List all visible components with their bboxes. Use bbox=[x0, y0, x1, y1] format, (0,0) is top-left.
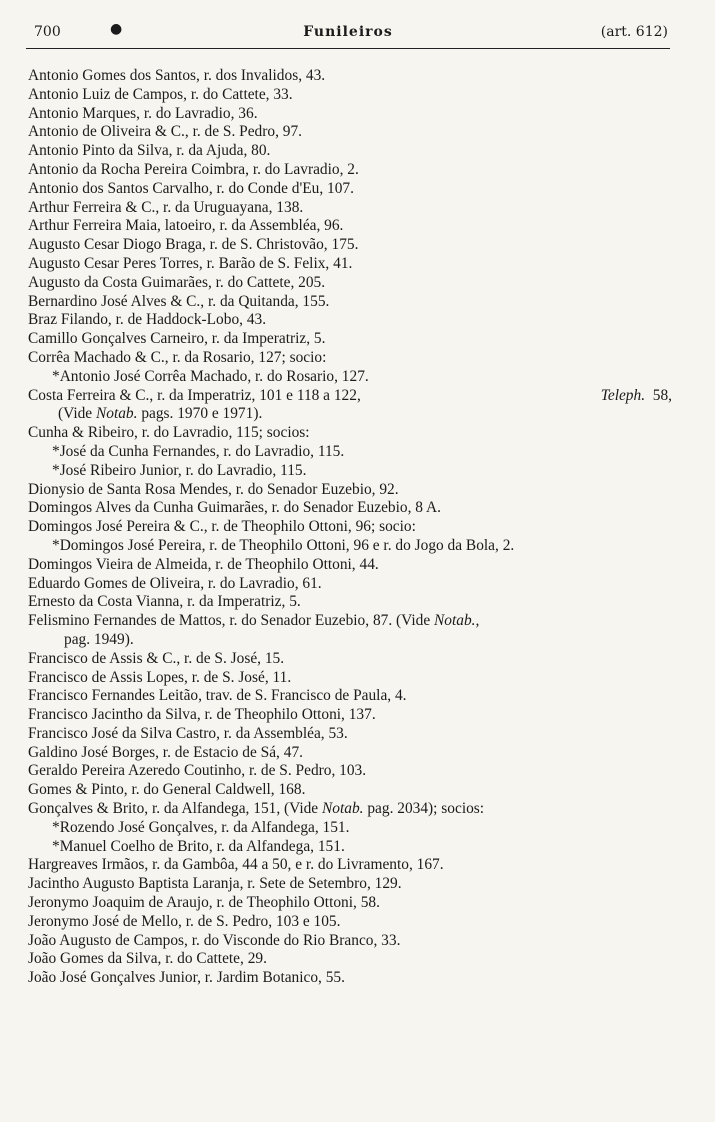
list-item: Domingos José Pereira & C., r. de Theophilo Ottoni, 96; socio: bbox=[28, 518, 416, 536]
list-item: Gonçalves & Brito, r. da Alfandega, 151, (Vide Notab. pag. 2034); socios: bbox=[28, 800, 485, 818]
teleph-label: Teleph. bbox=[600, 386, 646, 404]
list-item: Antonio Luiz de Campos, r. do Cattete, 33. bbox=[28, 85, 293, 103]
list-item: Arthur Ferreira Maia, latoeiro, r. da Assembléa, 96. bbox=[28, 217, 344, 235]
list-item: Antonio Marques, r. do Lavradio, 36. bbox=[28, 104, 258, 122]
list-item: Francisco de Assis Lopes, r. de S. José, 11. bbox=[28, 668, 292, 686]
list-item: Geraldo Pereira Azeredo Coutinho, r. de S. Pedro, 103. bbox=[28, 762, 367, 780]
list-item: Arthur Ferreira & C., r. da Uruguayana, 138. bbox=[28, 198, 304, 216]
list-item: Eduardo Gomes de Oliveira, r. do Lavradio, 61. bbox=[28, 574, 322, 592]
list-item: Gomes & Pinto, r. do General Caldwell, 168. bbox=[28, 781, 306, 799]
notab-label: Notab. bbox=[95, 405, 138, 423]
list-item: Felismino Fernandes de Mattos, r. do Senador Euzebio, 87. (Vide Notab., bbox=[28, 612, 480, 630]
entry-text: Costa Ferreira & C., r. da Imperatriz, 101 e 118 a 122, bbox=[28, 386, 361, 404]
list-item: Camillo Gonçalves Carneiro, r. da Imperatriz, 5. bbox=[28, 330, 326, 348]
list-item: Antonio de Oliveira & C., r. de S. Pedro, 97. bbox=[28, 123, 303, 141]
list-item-partner: *Antonio José Corrêa Machado, r. do Rosario, 127. bbox=[52, 367, 369, 385]
list-item: Antonio Pinto da Silva, r. da Ajuda, 80. bbox=[28, 142, 271, 160]
list-item: Antonio da Rocha Pereira Coimbra, r. do Lavradio, 2. bbox=[28, 160, 359, 178]
page-title: Funileiros bbox=[303, 24, 393, 40]
list-item: Jeronymo Joaquim de Araujo, r. de Theophilo Ottoni, 58. bbox=[28, 894, 380, 912]
notab-label: Notab., bbox=[434, 612, 480, 630]
list-item-partner: *José Ribeiro Junior, r. do Lavradio, 115. bbox=[52, 461, 307, 479]
page-number: 700 bbox=[34, 24, 61, 40]
section-number: (art. 612) bbox=[600, 24, 668, 40]
list-item: Bernardino José Alves & C., r. da Quitanda, 155. bbox=[28, 292, 330, 310]
list-item: Corrêa Machado & C., r. da Rosario, 127; socio: bbox=[28, 348, 327, 366]
list-item: Ernesto da Costa Vianna, r. da Imperatriz, 5. bbox=[28, 593, 301, 611]
list-item: João Gomes da Silva, r. do Cattete, 29. bbox=[28, 950, 267, 968]
list-item: Francisco de Assis & C., r. de S. José, 15. bbox=[28, 649, 285, 667]
list-item: Domingos Alves da Cunha Guimarães, r. do Senador Euzebio, 8 A. bbox=[28, 499, 441, 517]
list-item-continuation: pag. 1949). bbox=[64, 630, 134, 648]
list-item-partner: *José da Cunha Fernandes, r. do Lavradio, 115. bbox=[52, 442, 345, 460]
list-item: Augusto da Costa Guimarães, r. do Cattete, 205. bbox=[28, 273, 326, 291]
list-item: Braz Filando, r. de Haddock-Lobo, 43. bbox=[28, 311, 267, 329]
list-item: Francisco Jacintho da Silva, r. de Theophilo Ottoni, 137. bbox=[28, 706, 376, 724]
list-item: Jeronymo José de Mello, r. de S. Pedro, 103 e 105. bbox=[28, 912, 341, 930]
entry-tail bbox=[601, 387, 672, 406]
directory-listing bbox=[28, 67, 678, 988]
list-item: Augusto Cesar Peres Torres, r. Barão de S. Felix, 41. bbox=[28, 254, 353, 272]
list-item: Dionysio de Santa Rosa Mendes, r. do Senador Euzebio, 92. bbox=[28, 480, 399, 498]
list-item: Francisco Fernandes Leitão, trav. de S. Francisco de Paula, 4. bbox=[28, 687, 407, 705]
list-item: Jacintho Augusto Baptista Laranja, r. Sete de Setembro, 129. bbox=[28, 875, 402, 893]
list-item: João Augusto de Campos, r. do Visconde do Rio Branco, 33. bbox=[28, 931, 401, 949]
list-item: Augusto Cesar Diogo Braga, r. de S. Christovão, 175. bbox=[28, 236, 359, 254]
list-item: Domingos Vieira de Almeida, r. de Theophilo Ottoni, 44. bbox=[28, 555, 379, 573]
list-item: João José Gonçalves Junior, r. Jardim Botanico, 55. bbox=[28, 969, 345, 987]
list-item bbox=[28, 387, 678, 406]
header-rule bbox=[26, 48, 670, 49]
list-item-continuation: (Vide Notab. pags. 1970 e 1971). bbox=[58, 405, 263, 423]
list-item: Hargreaves Irmãos, r. da Gambôa, 44 a 50, e r. do Livramento, 167. bbox=[28, 856, 444, 874]
list-item: Francisco José da Silva Castro, r. da Assembléa, 53. bbox=[28, 724, 348, 742]
list-item-partner: *Domingos José Pereira, r. de Theophilo Ottoni, 96 e r. do Jogo da Bola, 2. bbox=[52, 536, 515, 554]
notab-label: Notab. bbox=[322, 800, 364, 818]
list-item: Cunha & Ribeiro, r. do Lavradio, 115; socios: bbox=[28, 424, 310, 442]
list-item: Antonio dos Santos Carvalho, r. do Conde d'Eu, 107. bbox=[28, 179, 354, 197]
bullet-mark: ● bbox=[110, 21, 123, 37]
page-header bbox=[28, 21, 668, 46]
list-item: Antonio Gomes dos Santos, r. dos Invalidos, 43. bbox=[28, 67, 326, 84]
list-item: Galdino José Borges, r. de Estacio de Sá, 47. bbox=[28, 743, 303, 761]
teleph-number: 58, bbox=[652, 386, 672, 404]
list-item-partner: *Manuel Coelho de Brito, r. da Alfandega, 151. bbox=[52, 837, 345, 855]
list-item-partner: *Rozendo José Gonçalves, r. da Alfandega, 151. bbox=[52, 818, 350, 836]
